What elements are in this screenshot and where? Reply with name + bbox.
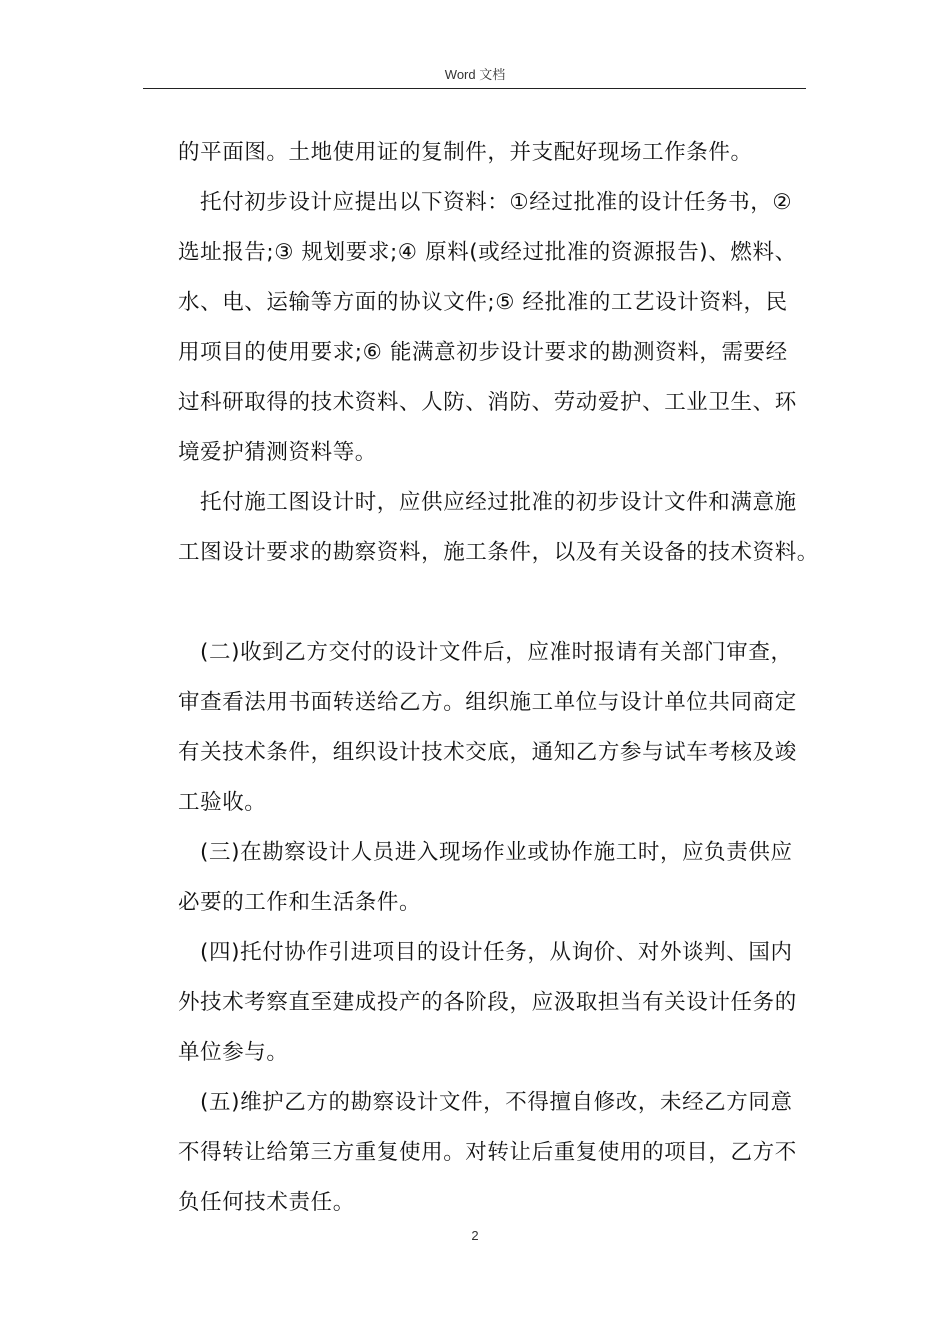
paragraph-line: 托付初步设计应提出以下资料：①经过批准的设计任务书，② [200, 190, 793, 215]
paragraph-line: 工验收。 [178, 790, 267, 815]
paragraph-line: 必要的工作和生活条件。 [178, 890, 422, 915]
document-body [178, 128, 818, 1228]
blank-line [178, 578, 818, 628]
paragraph-line: (二)收到乙方交付的设计文件后，应准时报请有关部门审查， [200, 640, 793, 665]
paragraph-line: 外技术考察直至建成投产的各阶段，应汲取担当有关设计任务的 [178, 990, 797, 1015]
paragraph-line: 审查看法用书面转送给乙方。组织施工单位与设计单位共同商定 [178, 690, 797, 715]
paragraph-line: 用项目的使用要求;⑥ 能满意初步设计要求的勘测资料，需要经 [178, 340, 788, 365]
header-divider [143, 88, 806, 89]
page-header: Word 文档 [444, 67, 506, 82]
paragraph-line: (四)托付协作引进项目的设计任务，从询价、对外谈判、国内 [200, 940, 793, 965]
paragraph-line: 有关技术条件，组织设计技术交底，通知乙方参与试车考核及竣 [178, 740, 797, 765]
paragraph-line: 托付施工图设计时，应供应经过批准的初步设计文件和满意施 [200, 490, 797, 515]
paragraph-line: 选址报告;③ 规划要求;④ 原料(或经过批准的资源报告)、燃料、 [178, 240, 797, 265]
page-number: 2 [471, 1228, 479, 1243]
paragraph-line: 水、电、运输等方面的协议文件;⑤ 经批准的工艺设计资料，民 [178, 290, 788, 315]
paragraph-line: 过科研取得的技术资料、人防、消防、劳动爱护、工业卫生、环 [178, 390, 797, 415]
paragraph-line: (五)维护乙方的勘察设计文件，不得擅自修改，未经乙方同意 [200, 1090, 793, 1115]
paragraph-line: 不得转让给第三方重复使用。对转让后重复使用的项目，乙方不 [178, 1140, 797, 1165]
paragraph-line: 境爱护猜测资料等。 [178, 440, 377, 465]
paragraph-line: 单位参与。 [178, 1040, 289, 1065]
paragraph-line: (三)在勘察设计人员进入现场作业或协作施工时，应负责供应 [200, 840, 793, 865]
paragraph-line: 工图设计要求的勘察资料，施工条件，以及有关设备的技术资料。 [178, 540, 819, 565]
paragraph-line: 负任何技术责任。 [178, 1190, 355, 1215]
paragraph-line: 的平面图。土地使用证的复制件，并支配好现场工作条件。 [178, 140, 753, 165]
